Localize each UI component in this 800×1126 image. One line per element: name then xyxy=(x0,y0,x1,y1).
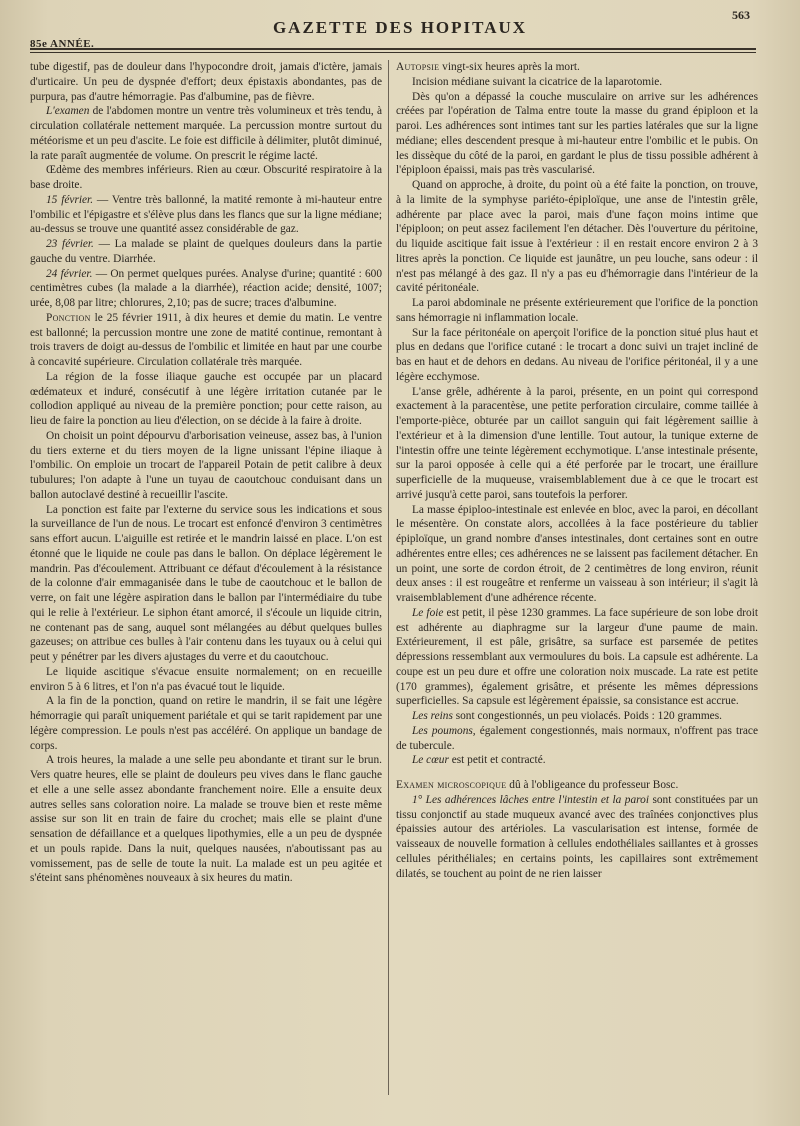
paragraph xyxy=(30,429,382,503)
paragraph xyxy=(396,793,758,882)
paragraph xyxy=(396,296,758,326)
paragraph xyxy=(30,665,382,695)
italic-lead: Les poumons, xyxy=(412,724,476,737)
right-column xyxy=(396,60,758,1110)
paragraph-text: Incision médiane suivant la cicatrice de la laparotomie. xyxy=(412,75,663,88)
paragraph-text: vingt-six heures après la mort. xyxy=(439,61,580,73)
paragraph xyxy=(30,370,382,429)
section-lead: Ponction xyxy=(46,311,91,324)
page-number: 563 xyxy=(732,8,750,22)
paragraph-text: La région de la fosse iliaque gauche est occupée par un placard œdémateux et induré, consécutif à une légère irritation cutanée par le collodion appliqué au niveau de la première ponction; pour cette raison, au lieu de faire la ponction au lieu d'élection, on se décide à la faire à droite. xyxy=(30,370,382,427)
paragraph-text: — Ventre très ballonné, la matité remonte à mi-hauteur entre l'ombilic et l'épigastre et s'élève plus dans les flancs que sur la ligne médiane; au-dessus se trouve une quantité assez considérable de gaz. xyxy=(30,193,382,236)
paragraph xyxy=(396,709,758,724)
paragraph xyxy=(396,326,758,385)
paragraph-text: On choisit un point dépourvu d'arborisation veineuse, assez bas, à l'union du tiers externe et du tiers moyen de la ligne unissant l'épine iliaque à l'ombilic. On emploie un trocart de l'appareil Potain de petit calibre à deux tubulures; l'on adapte à l'une un tuyau de caoutchouc conduisant dans un ballon autoclavé destiné à recueillir l'ascite. xyxy=(30,429,382,501)
paragraph-text: — On permet quelques purées. Analyse d'urine; quantité : 600 centimètres cubes (la malade a la diarrhée), réaction acide; densité, 1007; urée, 8,08 par litre; chlorures, 2,10; pas de sucre; traces d'albumine. xyxy=(30,267,382,309)
paragraph-text: La masse épiploo-intestinale est enlevée en bloc, avec la paroi, en décollant le mésentère. On constate alors, accollées à la face postérieure du tablier épiploïque, un grand nombre d'anses intestinales, dont certaines sont en outre adhérentes entre elles; ces adhérences ne se laissent pas facilement détacher. En un point, une sorte de cordon étroit, de 2 centimètres de long environ, réunit deux anses : il est rougeâtre et renferme un vaisseau à son intérieur; il s'agit là vraisemblablement d'une adhérence récente. xyxy=(396,503,758,604)
paragraph xyxy=(30,267,382,311)
section-lead: Autopsie xyxy=(396,61,440,73)
paragraph xyxy=(30,104,382,163)
paragraph-text: de l'abdomen montre un ventre très volumineux et très tendu, à circulation collatérale nettement marquée. La percussion montre surtout du météorisme et un peu d'ascite. Le foie est difficile à délimiter, plutôt diminué, la rate paraît augmentée de volume. On prescrit le régime lacté. xyxy=(30,105,382,162)
paragraph-text: est petit et contracté. xyxy=(448,754,546,767)
left-column xyxy=(30,60,382,1110)
italic-lead: L'examen xyxy=(46,105,90,118)
journal-title: GAZETTE DES HOPITAUX xyxy=(272,18,528,37)
paragraph xyxy=(396,75,758,90)
paragraph xyxy=(396,178,758,296)
paragraph-text: La ponction est faite par l'externe du service sous les indications et sous la surveillance de l'un de nous. Le trocart est enfoncé d'environ 3 centimètres sans effort aucun. L'aiguille est retirée et le mandrin laissé en place. L'on est étonné que le liquide ne coule pas dans le ballon. On déplace légèrement le mandrin. Pas d'écoulement. Attribuant ce défaut d'écoulement à la résistance de la colonne d'air emmaganisée dans le tube de caoutchouc et le ballon de verre, on fait une légère aspiration dans le ballon par l'intermédiaire du tube qui le relie à l'extérieur. Le siphon étant amorcé, il s'écoule un liquide citrin, ne contenant pas de sang, auquel sont mélangées au début quelques bulles gazeuses; on attribue ces bulles à l'air contenu dans les tuyaux ou à celui qui peut y pénétrer par les divers ajustages du verre et du caoutchouc. xyxy=(30,503,382,663)
italic-lead: Les reins xyxy=(412,710,453,722)
paragraph xyxy=(30,503,382,665)
paragraph-text: La paroi abdominale ne présente extérieurement que l'orifice de la ponction sans hémorragie ni inflammation locale. xyxy=(396,297,758,324)
italic-lead: 24 février. xyxy=(46,267,93,280)
paragraph xyxy=(30,193,382,237)
paragraph-text: tube digestif, pas de douleur dans l'hypocondre droit, jamais d'ictère, jamais d'urticaire. Un peu de dyspnée d'effort; deux épistaxis abondantes, pas de purpura, pas d'autre hémorragie. Pas d'albumine, pas de fièvre. xyxy=(30,61,382,103)
paragraph xyxy=(30,163,382,193)
paragraph xyxy=(30,311,382,370)
paragraph xyxy=(396,60,758,75)
paragraph-text: Quand on approche, à droite, du point où a été faite la ponction, on trouve, à la limite de la symphyse pariéto-épiploïque, une anse de l'intestin grêle, adhérente par place avec la paroi, mais d'une façon moins intime que l'épiploon; on peut assez facilement l'en détacher. Dès l'ouverture du péritoine, du liquide ascitique fait issue à l'extérieur : il en restait encore environ 2 à 3 litres après la ponction. Ce liquide est jaunâtre, un peu louche, sans odeur : il n'est pas mélangé à des gaz. Il n'y a pas eu d'hémorragie dans l'intérieur de la cavité péritonéale. xyxy=(396,179,758,295)
header-rule xyxy=(30,48,756,50)
paragraph-text: dû à l'obligeance du professeur Bosc. xyxy=(506,779,679,791)
paragraph xyxy=(30,237,382,267)
paragraph-text: Le liquide ascitique s'évacue ensuite normalement; on en recueille environ 5 à 6 litres, et l'on n'a pas évacué tout le liquide. xyxy=(30,665,382,693)
paragraph xyxy=(396,90,758,179)
italic-lead: 23 février. xyxy=(46,238,94,250)
paragraph xyxy=(396,724,758,754)
paragraph-text: sont congestionnés, un peu violacés. Poids : 120 grammes. xyxy=(452,710,722,722)
column-divider xyxy=(388,60,389,1095)
italic-lead: Le cœur xyxy=(412,754,449,767)
paragraph-text: est petit, il pèse 1230 grammes. La face supérieure de son lobe droit est adhérente au diaphragme sur la largeur d'une paume de main. Extérieurement, il est pâle, grisâtre, sa surface est parsemée de petites dépressions ressemblant aux vermoulures du bois. La capsule est adhérente. La coupe est un peu dure et offre une coloration noix muscade. La rate est petite (170 grammes), également grisâtre, et présente les mêmes dépressions superficielles. Sa capsule est légèrement épaissie, sa consistance est accrue. xyxy=(396,606,758,708)
paragraph-text: Sur la face péritonéale on aperçoit l'orifice de la ponction situé plus haut et plus en dedans que l'orifice cutané : le trocart a donc suivi un trajet incliné de bas en haut et de dehors en dedans. Au niveau de l'orifice péritonéal, il y a une légère ecchymose. xyxy=(396,326,758,383)
paragraph-text: A trois heures, la malade a une selle peu abondante et tirant sur le brun. Vers quatre heures, elle se plaint de douleurs peu vives dans le flanc gauche et elle a une selle assez abondante franchement noire. Elle a ensuite deux autres selles sans coloration noire. La malade se trouve bien et reste même assise sur son lit en train de faire du crochet; mais elle se plaint d'une sensation de défaillance et a quelques lipothymies, elle a un peu de dyspnée et un pouls rapide. Dans la nuit, quelques nausées, n'aboutissant pas au vomissement, pas de selle de toute la nuit. La malade est un peu agitée et s'éteint sans phénomènes nouveaux à six heures du matin. xyxy=(30,754,382,885)
italic-lead: 1° Les adhérences lâches entre l'intestin et la paroi xyxy=(412,793,649,806)
paragraph-text: Dès qu'on a dépassé la couche musculaire on arrive sur les adhérences créées par l'opération de Talma entre toute la masse du grand épiploon et la paroi. Les adhérences sont intimes tant sur les parties latérales que sur la ligne médiane; elles descendent presque à mi-hauteur entre l'ombilic et le pubis. On les dissèque du côté de la paroi, en gardant le plus de tissu possible adhérent à l'épiploon épaissi, mais pas très vascularisé. xyxy=(396,90,758,177)
paragraph xyxy=(396,778,758,793)
paragraph xyxy=(30,753,382,886)
paragraph xyxy=(396,503,758,606)
paragraph-text: le 25 février 1911, à dix heures et demie du matin. Le ventre est ballonné; la percussion montre une zone de matité continue, remontant à trois travers de doigt au-dessus de l'ombilic et limitée en haut par une courbe à concavité supérieure. Circulation collatérale très marquée. xyxy=(30,311,382,368)
header-rule-thin xyxy=(30,52,756,53)
paragraph xyxy=(396,385,758,503)
paragraph xyxy=(396,606,758,709)
paragraph-text: L'anse grêle, adhérente à la paroi, présente, en un point qui correspond exactement à la paracentèse, une petite perforation circulaire, comme taillée à l'emporte-pièce, obturée par un caillot sanguin qui fait légèrement saillie à l'extérieur et à la dimension d'une lentille. Tout autour, la tunique externe de l'intestin offre une teinte légèrement ecchymotique. L'anse intestinale présente, sur la paroi opposée à celle qui a été perforée par le trocart, une éraillure superficielle de la muqueuse, vraisemblablement due à ce que le trocart est arrivé jusqu'à cette paroi, sans toutefois la perforer. xyxy=(396,385,758,501)
year-label: 85e ANNÉE. xyxy=(30,38,95,50)
section-lead: Examen microscopique xyxy=(396,779,507,791)
paragraph-text: — La malade se plaint de quelques douleurs dans la partie gauche du ventre. Diarrhée. xyxy=(30,238,382,265)
paragraph-text: également congestionnés, mais normaux, n'offrent pas trace de tubercule. xyxy=(396,724,758,752)
paragraph xyxy=(30,694,382,753)
paragraph-text: A la fin de la ponction, quand on retire le mandrin, il se fait une légère hémorragie qui paraît uniquement pariétale et qui se tarit rapidement par une légère compression. Le pouls n'est pas accéléré. On applique un bandage de corps. xyxy=(30,695,382,752)
paragraph xyxy=(30,60,382,104)
italic-lead: Le foie xyxy=(412,606,444,619)
italic-lead: 15 février. xyxy=(46,193,94,206)
paragraph-text: sont constituées par un tissu conjonctif au stade muqueux avancé avec des traînées conjonctives plus épaissies autour des artérioles. La vascularisation est intense, formée de vaisseaux de nouvelle formation à cellules endothéliales saillantes et à grosses cellules périthéliales; en certains points, les capillaires sont extrêmement dilatés, se touchent au point de ne rien laisser xyxy=(396,793,758,880)
paragraph xyxy=(396,753,758,768)
paragraph-text: Œdème des membres inférieurs. Rien au cœur. Obscurité respiratoire à la base droite. xyxy=(30,164,382,191)
